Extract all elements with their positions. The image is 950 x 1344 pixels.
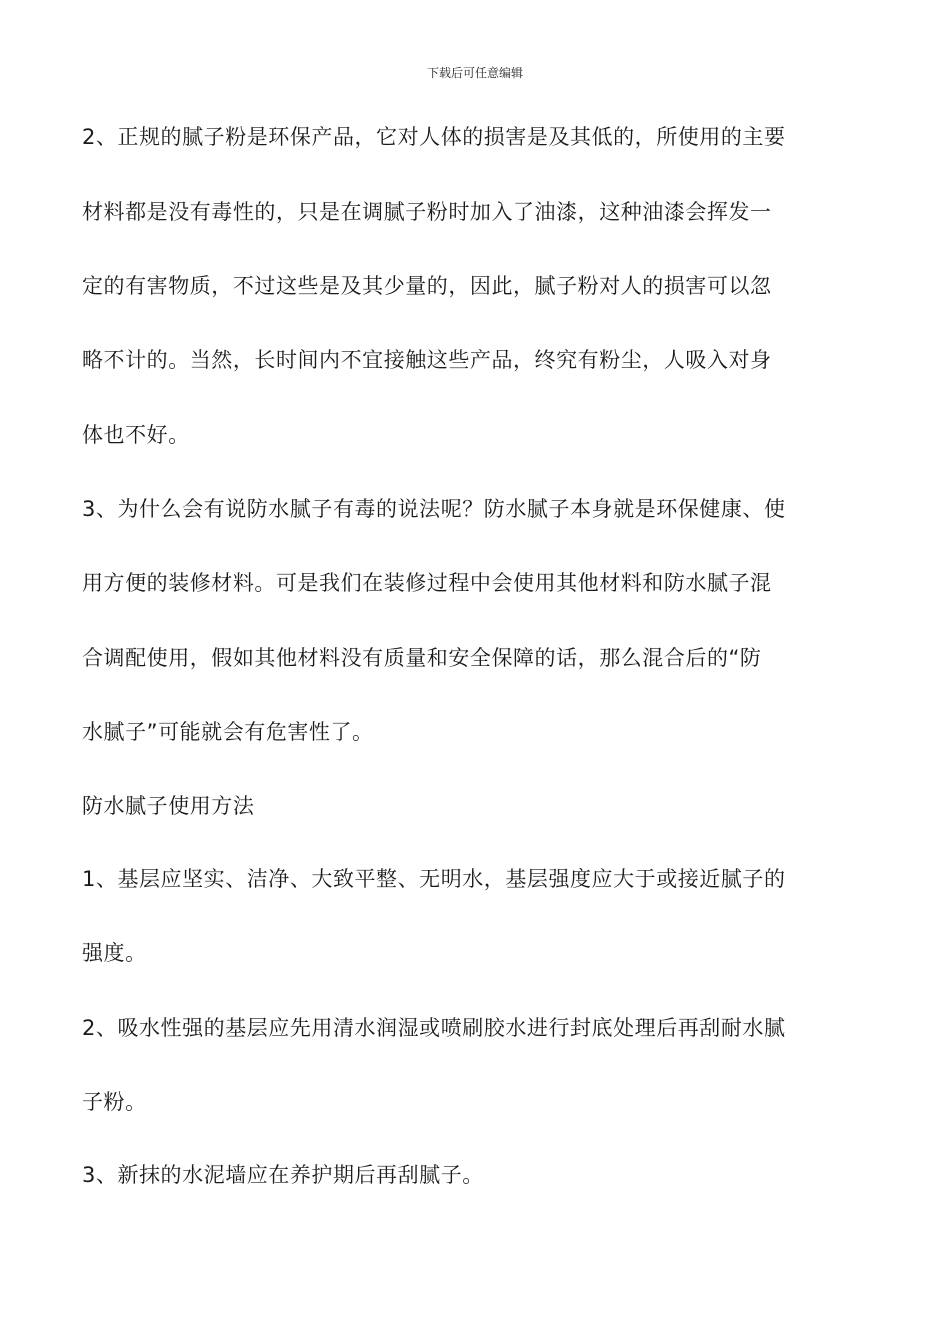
text-line: 合调配使用，假如其他材料没有质量和安全保障的话，那么混合后的“防 xyxy=(82,646,762,670)
text-line: 材料都是没有毒性的，只是在调腻子粉时加入了油漆，这种油漆会挥发一 xyxy=(82,200,772,224)
text-line: 3、为什么会有说防水腻子有毒的说法呢？防水腻子本身就是环保健康、使 xyxy=(82,497,786,521)
text-line: 用方便的装修材料。可是我们在装修过程中会使用其他材料和防水腻子混 xyxy=(82,571,772,595)
text-line: 2、正规的腻子粉是环保产品，它对人体的损害是及其低的，所使用的主要 xyxy=(82,125,786,149)
text-line: 子粉。 xyxy=(82,1090,147,1114)
text-line: 略不计的。当然，长时间内不宜接触这些产品，终究有粉尘，人吸入对身 xyxy=(82,348,772,372)
text-line: 定的有害物质，不过这些是及其少量的，因此，腻子粉对人的损害可以忽 xyxy=(82,274,772,298)
text-line: 3、新抹的水泥墙应在养护期后再刮腻子。 xyxy=(82,1163,484,1187)
text-line: 强度。 xyxy=(82,941,147,965)
text-line: 体也不好。 xyxy=(82,423,190,447)
section-heading: 防水腻子使用方法 xyxy=(82,794,255,818)
text-line: 水腻子”可能就会有危害性了。 xyxy=(82,720,374,744)
text-line: 1、基层应坚实、洁净、大致平整、无明水，基层强度应大于或接近腻子的 xyxy=(82,867,786,891)
page-header: 下载后可任意编辑 xyxy=(426,66,523,80)
text-line: 2、吸水性强的基层应先用清水润湿或喷刷胶水进行封底处理后再刮耐水腻 xyxy=(82,1016,786,1040)
